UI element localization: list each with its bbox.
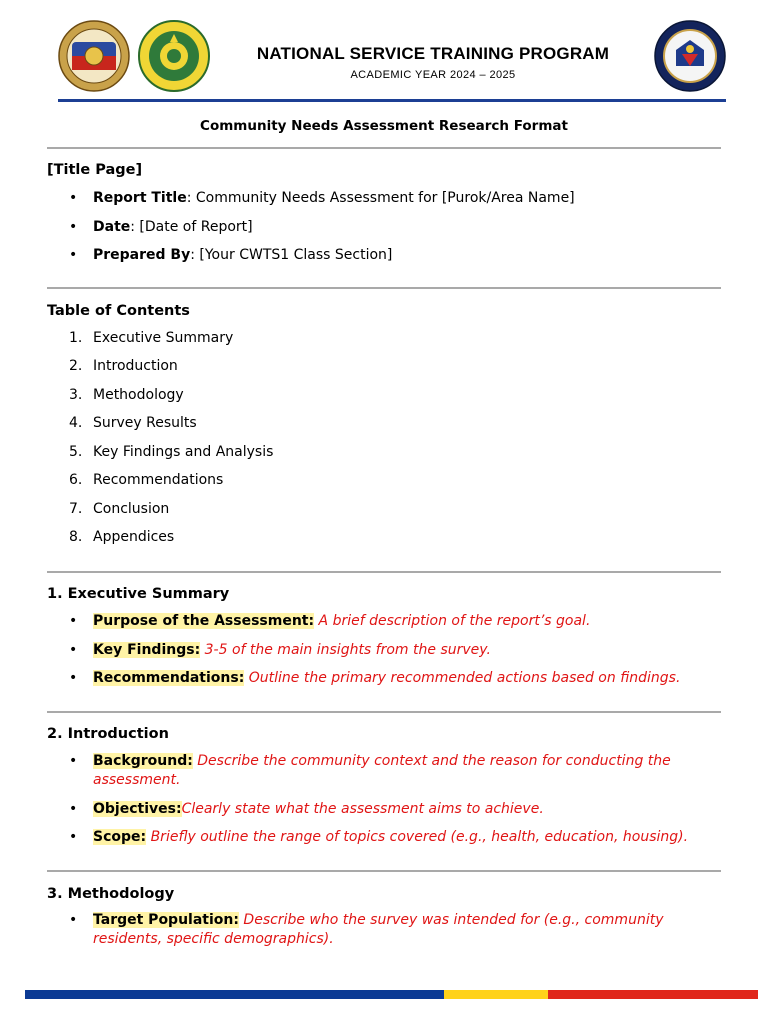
toc-heading: Table of Contents xyxy=(47,303,190,319)
section-divider xyxy=(47,870,721,872)
list-item: Key Findings: 3-5 of the main insights from the survey. xyxy=(93,642,491,658)
toc-number: 8. xyxy=(69,529,83,545)
methodology-heading: 3. Methodology xyxy=(47,886,175,902)
header-text-block xyxy=(218,44,648,81)
footer-bar-yellow xyxy=(444,990,548,999)
introduction-heading: 2. Introduction xyxy=(47,726,169,742)
document-title: Community Needs Assessment Research Format xyxy=(200,118,568,134)
city-seal-logo xyxy=(58,20,130,92)
toc-item: Introduction xyxy=(93,358,178,374)
toc-number: 5. xyxy=(69,444,83,460)
bullet: • xyxy=(69,613,78,629)
section-divider xyxy=(47,147,721,149)
college-seal-logo xyxy=(138,20,210,92)
list-item: Scope: Briefly outline the range of topics covered (e.g., health, education, housing). xyxy=(93,829,689,845)
title-page-heading: [Title Page] xyxy=(47,162,143,178)
list-item: Objectives:Clearly state what the assessment aims to achieve. xyxy=(93,801,544,817)
list-item: Date: [Date of Report] xyxy=(93,219,253,235)
list-item: Prepared By: [Your CWTS1 Class Section] xyxy=(93,247,393,263)
list-item: Background: Describe the community context and the reason for conducting the assessment. xyxy=(93,753,671,788)
academic-year: ACADEMIC YEAR 2024 – 2025 xyxy=(350,69,516,81)
bullet: • xyxy=(69,753,78,769)
toc-item: Appendices xyxy=(93,529,175,545)
bullet: • xyxy=(69,642,78,658)
bullet: • xyxy=(69,912,78,928)
document-header xyxy=(58,18,726,102)
list-item: Report Title: Community Needs Assessment for [Purok/Area Name] xyxy=(93,190,575,206)
toc-number: 2. xyxy=(69,358,83,374)
bullet: • xyxy=(69,247,78,263)
executive-summary-heading: 1. Executive Summary xyxy=(47,586,230,602)
bullet: • xyxy=(69,670,78,686)
footer-bar-blue xyxy=(25,990,444,999)
toc-item: Recommendations xyxy=(93,472,224,488)
bullet: • xyxy=(69,219,78,235)
toc-number: 3. xyxy=(69,387,83,403)
section-divider xyxy=(47,571,721,573)
nstp-seal-logo xyxy=(654,20,726,92)
program-title: NATIONAL SERVICE TRAINING PROGRAM xyxy=(256,44,610,63)
toc-number: 6. xyxy=(69,472,83,488)
list-item: Target Population: Describe who the survey was intended for (e.g., community residents, specific demographics). xyxy=(93,912,664,947)
toc-item: Conclusion xyxy=(93,501,170,517)
toc-number: 7. xyxy=(69,501,83,517)
bullet: • xyxy=(69,829,78,845)
toc-number: 1. xyxy=(69,330,83,346)
bullet: • xyxy=(69,801,78,817)
toc-item: Methodology xyxy=(93,387,184,403)
toc-item: Executive Summary xyxy=(93,330,234,346)
list-item: Recommendations: Outline the primary recommended actions based on findings. xyxy=(93,670,681,686)
footer-bar-red xyxy=(548,990,758,999)
header-divider xyxy=(58,99,726,102)
toc-item: Survey Results xyxy=(93,415,197,431)
section-divider xyxy=(47,711,721,713)
toc-item: Key Findings and Analysis xyxy=(93,444,274,460)
toc-number: 4. xyxy=(69,415,83,431)
bullet: • xyxy=(69,190,78,206)
list-item: Purpose of the Assessment: A brief description of the report’s goal. xyxy=(93,613,591,629)
section-divider xyxy=(47,287,721,289)
